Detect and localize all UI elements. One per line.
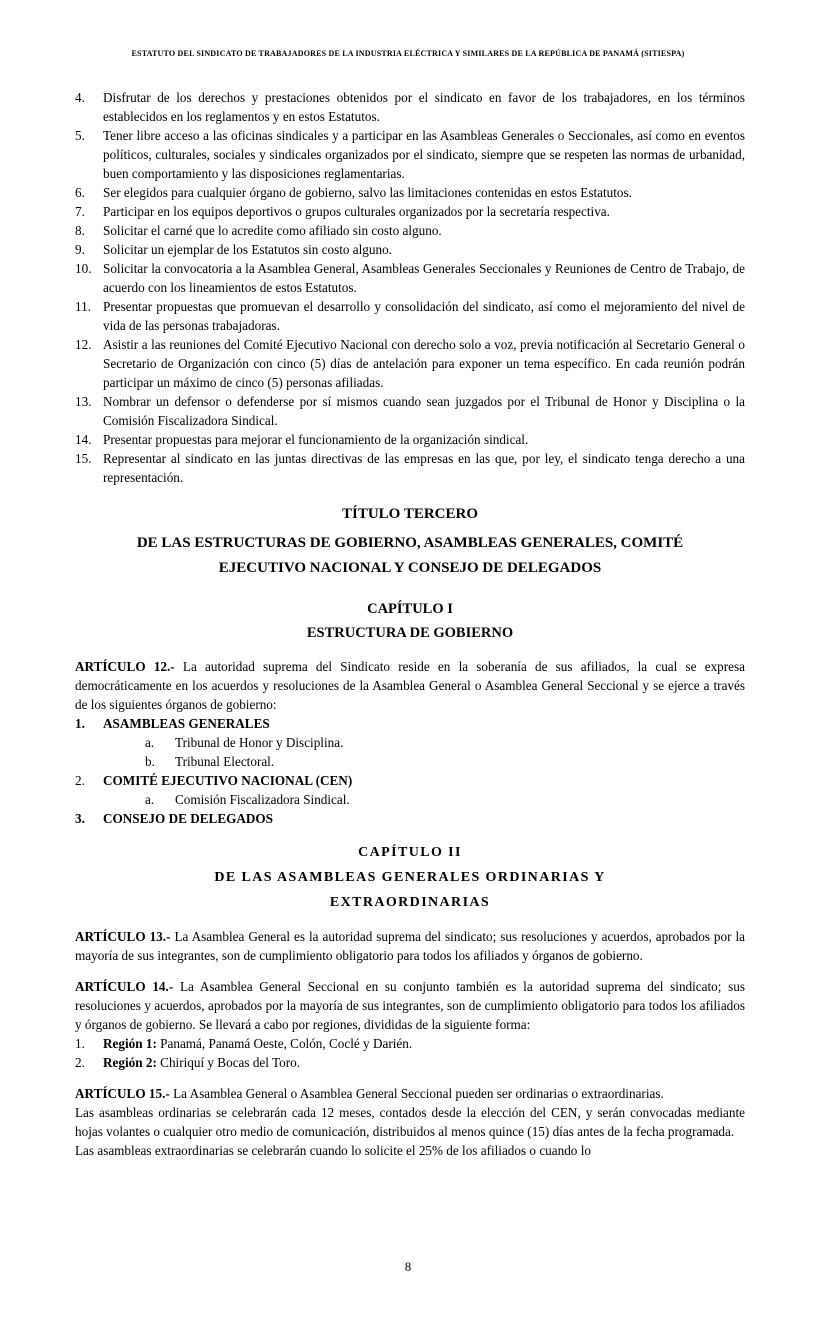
capitulo-2-subtitle-line2: EXTRAORDINARIAS bbox=[329, 895, 491, 910]
list-item-text: Disfrutar de los derechos y prestaciones obtenidos por el sindicato en favor de los trabajadores, en los términos establecidos en los reglamentos y en estos Estatutos. bbox=[103, 90, 745, 124]
capitulo-1-heading bbox=[75, 597, 745, 645]
titulo-tercero-heading: TÍTULO TERCERO bbox=[341, 506, 478, 522]
organ-sub-item bbox=[75, 790, 745, 809]
region-item bbox=[75, 1034, 745, 1053]
list-item-number: 15. bbox=[75, 451, 92, 466]
list-item-number: 9. bbox=[75, 242, 85, 257]
list-item bbox=[75, 449, 745, 487]
sub-item-text: Comisión Fiscalizadora Sindical. bbox=[175, 792, 350, 807]
sub-item-letter: b. bbox=[145, 754, 155, 769]
capitulo-2-subtitle-line1: DE LAS ASAMBLEAS GENERALES ORDINARIAS Y bbox=[214, 870, 606, 885]
list-item bbox=[75, 88, 745, 126]
articulo-15-paragraph bbox=[75, 1084, 745, 1103]
sub-item-letter: a. bbox=[145, 735, 155, 750]
articulo-14-paragraph bbox=[75, 977, 745, 1034]
organ-item bbox=[75, 771, 745, 790]
list-item-text: Asistir a las reuniones del Comité Ejecutivo Nacional con derecho solo a voz, previa notificación al Secretario General o Secretario de Organización con cinco (5) días de antelación para exponer un tema específico. En cada reunión podrán participar un máximo de cinco (5) personas afiliadas. bbox=[103, 337, 745, 390]
articulo-12-label: ARTÍCULO 12.- bbox=[75, 659, 175, 674]
organ-title: ASAMBLEAS GENERALES bbox=[103, 716, 270, 731]
list-item-text: Ser elegidos para cualquier órgano de gobierno, salvo las limitaciones contenidas en estos Estatutos. bbox=[103, 185, 632, 200]
region-label: Región 2: bbox=[103, 1055, 157, 1070]
articulo-14-label: ARTÍCULO 14.- bbox=[75, 979, 174, 994]
capitulo-2-heading bbox=[75, 840, 745, 915]
region-item bbox=[75, 1053, 745, 1072]
region-number: 2. bbox=[75, 1055, 85, 1070]
list-item-number: 10. bbox=[75, 261, 92, 276]
articulo-15-label: ARTÍCULO 15.- bbox=[75, 1086, 170, 1101]
list-item bbox=[75, 240, 745, 259]
titulo-tercero-subtitle: DE LAS ESTRUCTURAS DE GOBIERNO, ASAMBLEAS GENERALES, COMITÉ EJECUTIVO NACIONAL Y CONSEJO DE DELEGADOS bbox=[136, 535, 684, 576]
articulo-13-label: ARTÍCULO 13.- bbox=[75, 929, 171, 944]
organ-title: COMITÉ EJECUTIVO NACIONAL (CEN) bbox=[103, 773, 353, 788]
articulo-15-paragraph-3: Las asambleas extraordinarias se celebrarán cuando lo solicite el 25% de los afiliados o cuando lo bbox=[75, 1143, 591, 1158]
list-item bbox=[75, 202, 745, 221]
articulo-14-text: La Asamblea General Seccional en su conjunto también es la autoridad suprema del sindicato; sus resoluciones y acuerdos, aprobados por la mayoría de sus integrantes, son de cumplimiento obligatorio para todos los afiliados y órganos de gobierno. Se llevará a cabo por regiones, divididas de la siguiente forma: bbox=[75, 979, 746, 1032]
list-item-text: Tener libre acceso a las oficinas sindicales y a participar en las Asambleas Generales o Seccionales, así como en eventos políticos, culturales, sociales y sindicales organizados por el sindicato, siempre que se respeten las normas de urbanidad, buen comportamiento y las disposiciones reglamentarias. bbox=[103, 128, 745, 181]
articulo-12-text: La autoridad suprema del Sindicato reside en la soberanía de sus afiliados, la cual se expresa democráticamente en los acuerdos y resoluciones de la Asamblea General o Asamblea General Seccional y se ejerce a través de los siguientes órganos de gobierno: bbox=[75, 659, 745, 712]
list-item-number: 7. bbox=[75, 204, 85, 219]
capitulo-1-title: CAPÍTULO I bbox=[367, 601, 453, 617]
list-item bbox=[75, 430, 745, 449]
list-item-number: 14. bbox=[75, 432, 92, 447]
organ-sub-item bbox=[75, 733, 745, 752]
region-number: 1. bbox=[75, 1036, 85, 1051]
organ-item bbox=[75, 809, 745, 828]
region-text: Chiriquí y Bocas del Toro. bbox=[160, 1055, 301, 1070]
list-item-text: Nombrar un defensor o defenderse por sí mismos cuando sean juzgados por el Tribunal de Honor y Disciplina o la Comisión Fiscalizadora Sindical. bbox=[103, 394, 745, 428]
list-item-text: Participar en los equipos deportivos o grupos culturales organizados por la secretaría respectiva. bbox=[103, 204, 610, 219]
organ-number: 3. bbox=[75, 811, 85, 826]
list-item-text: Solicitar un ejemplar de los Estatutos sin costo alguno. bbox=[103, 242, 392, 257]
list-item-text: Presentar propuestas para mejorar el funcionamiento de la organización sindical. bbox=[103, 432, 529, 447]
list-item-number: 5. bbox=[75, 128, 85, 143]
list-item bbox=[75, 259, 745, 297]
page-number: 8 bbox=[404, 1260, 412, 1274]
list-item-text: Representar al sindicato en las juntas directivas de las empresas en las que, por ley, el sindicato tenga derecho a una representación. bbox=[103, 451, 745, 485]
capitulo-1-subtitle: ESTRUCTURA DE GOBIERNO bbox=[306, 625, 514, 641]
articulo-13-paragraph bbox=[75, 927, 745, 965]
sub-item-letter: a. bbox=[145, 792, 155, 807]
organ-sub-item bbox=[75, 752, 745, 771]
list-item-number: 11. bbox=[75, 299, 91, 314]
list-item-text: Solicitar el carné que lo acredite como afiliado sin costo alguno. bbox=[103, 223, 442, 238]
list-item-text: Presentar propuestas que promuevan el desarrollo y consolidación del sindicato, así como el mejoramiento del nivel de vida de las personas trabajadoras. bbox=[103, 299, 745, 333]
region-text: Panamá, Panamá Oeste, Colón, Coclé y Darién. bbox=[160, 1036, 413, 1051]
list-item bbox=[75, 297, 745, 335]
sub-item-text: Tribunal Electoral. bbox=[175, 754, 275, 769]
organ-number: 2. bbox=[75, 773, 85, 788]
region-label: Región 1: bbox=[103, 1036, 157, 1051]
list-item-number: 6. bbox=[75, 185, 85, 200]
running-header: ESTATUTO DEL SINDICATO DE TRABAJADORES DE LA INDUSTRIA ELÉCTRICA Y SIMILARES DE LA REPÚBLICA DE PANAMÁ (SITIESPA) bbox=[131, 49, 685, 58]
articulo-13-text: La Asamblea General es la autoridad suprema del sindicato; sus resoluciones y acuerdos, aprobados por la mayoría de sus integrantes, son de cumplimiento obligatorio para todos los afiliados y órganos de gobierno. bbox=[75, 929, 745, 963]
list-item bbox=[75, 392, 745, 430]
page-content bbox=[75, 88, 745, 1160]
list-item bbox=[75, 335, 745, 392]
list-item-text: Solicitar la convocatoria a la Asamblea General, Asambleas Generales Seccionales y Reuniones de Centro de Trabajo, de acuerdo con los lineamientos de estos Estatutos. bbox=[103, 261, 745, 295]
list-item-number: 4. bbox=[75, 90, 85, 105]
organ-item bbox=[75, 714, 745, 733]
list-item-number: 12. bbox=[75, 337, 92, 352]
capitulo-2-title: CAPÍTULO II bbox=[358, 845, 462, 860]
list-item-number: 8. bbox=[75, 223, 85, 238]
sub-item-text: Tribunal de Honor y Disciplina. bbox=[175, 735, 344, 750]
organ-number: 1. bbox=[75, 716, 85, 731]
list-item bbox=[75, 183, 745, 202]
list-item-number: 13. bbox=[75, 394, 92, 409]
list-item bbox=[75, 126, 745, 183]
articulo-12-paragraph bbox=[75, 657, 745, 714]
list-item bbox=[75, 221, 745, 240]
articulo-15-paragraph-2: Las asambleas ordinarias se celebrarán cada 12 meses, contados desde la elección del CEN, y serán convocadas mediante hojas volantes o cualquier otro medio de comunicación, distribuidos al menos quince (15) días antes de la fecha programada. bbox=[75, 1105, 745, 1139]
articulo-15-text: La Asamblea General o Asamblea General Seccional pueden ser ordinarias o extraordinarias. bbox=[173, 1086, 664, 1101]
organ-title: CONSEJO DE DELEGADOS bbox=[103, 811, 274, 826]
